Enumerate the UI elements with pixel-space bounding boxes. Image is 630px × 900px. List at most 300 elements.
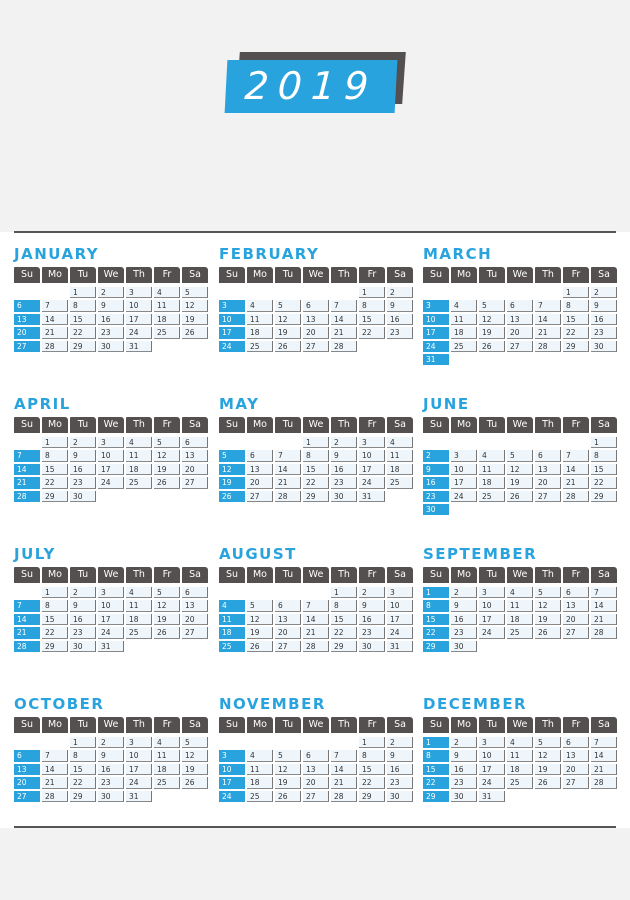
day-cell[interactable]: 15 — [70, 314, 96, 325]
day-cell[interactable]: 12 — [182, 750, 208, 761]
day-cell[interactable]: 26 — [182, 327, 208, 338]
day-cell[interactable]: 30 — [387, 791, 413, 802]
day-cell[interactable]: 9 — [451, 600, 477, 611]
day-cell[interactable]: 11 — [247, 764, 273, 775]
day-cell[interactable]: 22 — [42, 477, 68, 488]
day-cell[interactable]: 23 — [451, 777, 477, 788]
day-cell[interactable]: 3 — [387, 587, 413, 598]
day-cell[interactable]: 26 — [275, 791, 301, 802]
day-cell[interactable]: 23 — [70, 627, 96, 638]
day-cell[interactable]: 5 — [275, 750, 301, 761]
day-cell[interactable]: 30 — [70, 491, 96, 502]
day-cell[interactable]: 6 — [303, 750, 329, 761]
day-cell[interactable]: 16 — [387, 314, 413, 325]
day-cell[interactable]: 14 — [331, 764, 357, 775]
day-cell[interactable]: 8 — [423, 600, 449, 611]
day-cell[interactable]: 4 — [387, 437, 413, 448]
day-cell[interactable]: 10 — [219, 764, 245, 775]
day-cell[interactable]: 11 — [154, 300, 180, 311]
day-cell[interactable]: 3 — [359, 437, 385, 448]
day-cell[interactable]: 5 — [479, 300, 505, 311]
day-cell[interactable]: 11 — [507, 600, 533, 611]
day-cell[interactable]: 19 — [479, 327, 505, 338]
day-cell[interactable]: 22 — [70, 777, 96, 788]
day-cell[interactable]: 29 — [42, 491, 68, 502]
day-cell[interactable]: 3 — [98, 587, 124, 598]
day-cell[interactable]: 5 — [154, 587, 180, 598]
day-cell[interactable]: 17 — [423, 327, 449, 338]
day-cell[interactable]: 2 — [451, 737, 477, 748]
day-cell[interactable]: 16 — [451, 764, 477, 775]
day-cell[interactable]: 25 — [126, 627, 152, 638]
day-cell[interactable]: 10 — [479, 600, 505, 611]
day-cell[interactable]: 2 — [591, 287, 617, 298]
day-cell[interactable]: 28 — [42, 341, 68, 352]
day-cell[interactable]: 7 — [591, 737, 617, 748]
day-cell[interactable]: 6 — [182, 437, 208, 448]
day-cell[interactable]: 23 — [359, 627, 385, 638]
day-cell[interactable]: 8 — [70, 300, 96, 311]
day-cell[interactable]: 9 — [98, 300, 124, 311]
day-cell[interactable]: 19 — [275, 327, 301, 338]
day-cell[interactable]: 24 — [423, 341, 449, 352]
day-cell[interactable]: 2 — [387, 737, 413, 748]
day-cell[interactable]: 23 — [331, 477, 357, 488]
day-cell[interactable]: 18 — [126, 464, 152, 475]
day-cell[interactable]: 16 — [423, 477, 449, 488]
day-cell[interactable]: 31 — [423, 354, 449, 365]
day-cell[interactable]: 13 — [14, 314, 40, 325]
day-cell[interactable]: 8 — [303, 450, 329, 461]
day-cell[interactable]: 28 — [591, 777, 617, 788]
day-cell[interactable]: 2 — [359, 587, 385, 598]
day-cell[interactable]: 7 — [563, 450, 589, 461]
day-cell[interactable]: 20 — [182, 464, 208, 475]
day-cell[interactable]: 29 — [359, 791, 385, 802]
day-cell[interactable]: 20 — [247, 477, 273, 488]
day-cell[interactable]: 30 — [359, 641, 385, 652]
day-cell[interactable]: 29 — [70, 341, 96, 352]
day-cell[interactable]: 12 — [507, 464, 533, 475]
day-cell[interactable]: 5 — [275, 300, 301, 311]
day-cell[interactable]: 29 — [303, 491, 329, 502]
day-cell[interactable]: 25 — [154, 777, 180, 788]
day-cell[interactable]: 14 — [591, 600, 617, 611]
day-cell[interactable]: 31 — [126, 341, 152, 352]
day-cell[interactable]: 11 — [387, 450, 413, 461]
day-cell[interactable]: 3 — [126, 287, 152, 298]
day-cell[interactable]: 15 — [331, 614, 357, 625]
day-cell[interactable]: 14 — [42, 764, 68, 775]
day-cell[interactable]: 24 — [219, 791, 245, 802]
day-cell[interactable]: 10 — [126, 750, 152, 761]
day-cell[interactable]: 15 — [563, 314, 589, 325]
day-cell[interactable]: 9 — [359, 600, 385, 611]
day-cell[interactable]: 19 — [275, 777, 301, 788]
day-cell[interactable]: 25 — [451, 341, 477, 352]
day-cell[interactable]: 12 — [479, 314, 505, 325]
day-cell[interactable]: 1 — [359, 737, 385, 748]
day-cell[interactable]: 1 — [591, 437, 617, 448]
day-cell[interactable]: 28 — [275, 491, 301, 502]
day-cell[interactable]: 27 — [14, 341, 40, 352]
day-cell[interactable]: 20 — [14, 777, 40, 788]
day-cell[interactable]: 7 — [331, 750, 357, 761]
day-cell[interactable]: 16 — [98, 764, 124, 775]
day-cell[interactable]: 22 — [591, 477, 617, 488]
day-cell[interactable]: 4 — [154, 287, 180, 298]
day-cell[interactable]: 4 — [219, 600, 245, 611]
day-cell[interactable]: 17 — [98, 464, 124, 475]
day-cell[interactable]: 26 — [247, 641, 273, 652]
day-cell[interactable]: 16 — [70, 464, 96, 475]
day-cell[interactable]: 26 — [219, 491, 245, 502]
day-cell[interactable]: 30 — [591, 341, 617, 352]
day-cell[interactable]: 3 — [479, 737, 505, 748]
day-cell[interactable]: 4 — [507, 737, 533, 748]
day-cell[interactable]: 13 — [14, 764, 40, 775]
day-cell[interactable]: 29 — [423, 791, 449, 802]
day-cell[interactable]: 25 — [247, 791, 273, 802]
day-cell[interactable]: 19 — [154, 464, 180, 475]
day-cell[interactable]: 10 — [359, 450, 385, 461]
day-cell[interactable]: 14 — [42, 314, 68, 325]
day-cell[interactable]: 5 — [247, 600, 273, 611]
day-cell[interactable]: 22 — [423, 627, 449, 638]
day-cell[interactable]: 18 — [219, 627, 245, 638]
day-cell[interactable]: 15 — [303, 464, 329, 475]
day-cell[interactable]: 8 — [563, 300, 589, 311]
day-cell[interactable]: 16 — [591, 314, 617, 325]
day-cell[interactable]: 20 — [303, 327, 329, 338]
day-cell[interactable]: 28 — [42, 791, 68, 802]
day-cell[interactable]: 10 — [479, 750, 505, 761]
day-cell[interactable]: 11 — [479, 464, 505, 475]
day-cell[interactable]: 16 — [451, 614, 477, 625]
day-cell[interactable]: 27 — [303, 341, 329, 352]
day-cell[interactable]: 27 — [303, 791, 329, 802]
day-cell[interactable]: 7 — [591, 587, 617, 598]
day-cell[interactable]: 20 — [303, 777, 329, 788]
day-cell[interactable]: 13 — [303, 764, 329, 775]
day-cell[interactable]: 17 — [479, 614, 505, 625]
day-cell[interactable]: 8 — [42, 450, 68, 461]
day-cell[interactable]: 3 — [219, 300, 245, 311]
day-cell[interactable]: 26 — [154, 477, 180, 488]
day-cell[interactable]: 16 — [331, 464, 357, 475]
day-cell[interactable]: 17 — [219, 777, 245, 788]
day-cell[interactable]: 21 — [331, 327, 357, 338]
day-cell[interactable]: 11 — [126, 600, 152, 611]
day-cell[interactable]: 28 — [563, 491, 589, 502]
day-cell[interactable]: 21 — [331, 777, 357, 788]
day-cell[interactable]: 20 — [14, 327, 40, 338]
day-cell[interactable]: 17 — [359, 464, 385, 475]
day-cell[interactable]: 15 — [423, 614, 449, 625]
day-cell[interactable]: 19 — [182, 764, 208, 775]
day-cell[interactable]: 4 — [479, 450, 505, 461]
day-cell[interactable]: 27 — [507, 341, 533, 352]
day-cell[interactable]: 22 — [42, 627, 68, 638]
day-cell[interactable]: 9 — [70, 450, 96, 461]
day-cell[interactable]: 15 — [591, 464, 617, 475]
day-cell[interactable]: 24 — [98, 477, 124, 488]
day-cell[interactable]: 1 — [70, 737, 96, 748]
day-cell[interactable]: 14 — [331, 314, 357, 325]
day-cell[interactable]: 28 — [331, 341, 357, 352]
day-cell[interactable]: 7 — [535, 300, 561, 311]
day-cell[interactable]: 21 — [535, 327, 561, 338]
day-cell[interactable]: 8 — [359, 750, 385, 761]
day-cell[interactable]: 16 — [70, 614, 96, 625]
day-cell[interactable]: 9 — [591, 300, 617, 311]
day-cell[interactable]: 24 — [126, 777, 152, 788]
day-cell[interactable]: 1 — [563, 287, 589, 298]
day-cell[interactable]: 24 — [479, 777, 505, 788]
day-cell[interactable]: 20 — [535, 477, 561, 488]
day-cell[interactable]: 6 — [14, 750, 40, 761]
day-cell[interactable]: 31 — [98, 641, 124, 652]
day-cell[interactable]: 14 — [303, 614, 329, 625]
day-cell[interactable]: 20 — [507, 327, 533, 338]
day-cell[interactable]: 6 — [14, 300, 40, 311]
day-cell[interactable]: 27 — [275, 641, 301, 652]
day-cell[interactable]: 18 — [154, 314, 180, 325]
day-cell[interactable]: 23 — [98, 327, 124, 338]
day-cell[interactable]: 4 — [507, 587, 533, 598]
day-cell[interactable]: 30 — [423, 504, 449, 515]
day-cell[interactable]: 3 — [98, 437, 124, 448]
day-cell[interactable]: 11 — [219, 614, 245, 625]
day-cell[interactable]: 27 — [14, 791, 40, 802]
day-cell[interactable]: 12 — [154, 600, 180, 611]
day-cell[interactable]: 22 — [303, 477, 329, 488]
day-cell[interactable]: 27 — [182, 477, 208, 488]
day-cell[interactable]: 13 — [507, 314, 533, 325]
day-cell[interactable]: 17 — [126, 764, 152, 775]
day-cell[interactable]: 23 — [387, 327, 413, 338]
day-cell[interactable]: 21 — [563, 477, 589, 488]
day-cell[interactable]: 13 — [563, 600, 589, 611]
day-cell[interactable]: 13 — [182, 450, 208, 461]
day-cell[interactable]: 12 — [219, 464, 245, 475]
day-cell[interactable]: 6 — [303, 300, 329, 311]
day-cell[interactable]: 27 — [182, 627, 208, 638]
day-cell[interactable]: 6 — [563, 587, 589, 598]
day-cell[interactable]: 17 — [387, 614, 413, 625]
day-cell[interactable]: 31 — [359, 491, 385, 502]
day-cell[interactable]: 12 — [275, 764, 301, 775]
day-cell[interactable]: 19 — [182, 314, 208, 325]
day-cell[interactable]: 18 — [451, 327, 477, 338]
day-cell[interactable]: 27 — [535, 491, 561, 502]
day-cell[interactable]: 5 — [154, 437, 180, 448]
day-cell[interactable]: 24 — [98, 627, 124, 638]
day-cell[interactable]: 20 — [182, 614, 208, 625]
day-cell[interactable]: 14 — [275, 464, 301, 475]
day-cell[interactable]: 26 — [182, 777, 208, 788]
day-cell[interactable]: 2 — [70, 587, 96, 598]
day-cell[interactable]: 1 — [42, 437, 68, 448]
day-cell[interactable]: 5 — [535, 737, 561, 748]
day-cell[interactable]: 29 — [42, 641, 68, 652]
day-cell[interactable]: 11 — [247, 314, 273, 325]
day-cell[interactable]: 18 — [126, 614, 152, 625]
day-cell[interactable]: 12 — [275, 314, 301, 325]
day-cell[interactable]: 1 — [423, 737, 449, 748]
day-cell[interactable]: 18 — [387, 464, 413, 475]
day-cell[interactable]: 24 — [387, 627, 413, 638]
day-cell[interactable]: 1 — [303, 437, 329, 448]
day-cell[interactable]: 2 — [331, 437, 357, 448]
day-cell[interactable]: 13 — [303, 314, 329, 325]
day-cell[interactable]: 19 — [507, 477, 533, 488]
day-cell[interactable]: 9 — [387, 300, 413, 311]
day-cell[interactable]: 9 — [451, 750, 477, 761]
day-cell[interactable]: 16 — [359, 614, 385, 625]
day-cell[interactable]: 30 — [70, 641, 96, 652]
day-cell[interactable]: 10 — [98, 600, 124, 611]
day-cell[interactable]: 17 — [451, 477, 477, 488]
day-cell[interactable]: 23 — [387, 777, 413, 788]
day-cell[interactable]: 12 — [535, 600, 561, 611]
day-cell[interactable]: 20 — [563, 614, 589, 625]
day-cell[interactable]: 30 — [451, 641, 477, 652]
day-cell[interactable]: 24 — [126, 327, 152, 338]
day-cell[interactable]: 7 — [14, 450, 40, 461]
day-cell[interactable]: 9 — [98, 750, 124, 761]
day-cell[interactable]: 2 — [423, 450, 449, 461]
day-cell[interactable]: 10 — [219, 314, 245, 325]
day-cell[interactable]: 23 — [70, 477, 96, 488]
day-cell[interactable]: 22 — [423, 777, 449, 788]
day-cell[interactable]: 3 — [219, 750, 245, 761]
day-cell[interactable]: 18 — [507, 614, 533, 625]
day-cell[interactable]: 2 — [387, 287, 413, 298]
day-cell[interactable]: 31 — [479, 791, 505, 802]
day-cell[interactable]: 25 — [507, 777, 533, 788]
day-cell[interactable]: 19 — [535, 764, 561, 775]
day-cell[interactable]: 21 — [42, 777, 68, 788]
day-cell[interactable]: 27 — [247, 491, 273, 502]
day-cell[interactable]: 26 — [479, 341, 505, 352]
day-cell[interactable]: 26 — [275, 341, 301, 352]
day-cell[interactable]: 10 — [98, 450, 124, 461]
day-cell[interactable]: 24 — [219, 341, 245, 352]
day-cell[interactable]: 26 — [154, 627, 180, 638]
day-cell[interactable]: 7 — [331, 300, 357, 311]
day-cell[interactable]: 17 — [98, 614, 124, 625]
day-cell[interactable]: 15 — [359, 764, 385, 775]
day-cell[interactable]: 11 — [507, 750, 533, 761]
day-cell[interactable]: 15 — [42, 464, 68, 475]
day-cell[interactable]: 21 — [14, 627, 40, 638]
day-cell[interactable]: 14 — [563, 464, 589, 475]
day-cell[interactable]: 17 — [479, 764, 505, 775]
day-cell[interactable]: 21 — [14, 477, 40, 488]
day-cell[interactable]: 7 — [42, 300, 68, 311]
day-cell[interactable]: 25 — [507, 627, 533, 638]
day-cell[interactable]: 9 — [70, 600, 96, 611]
day-cell[interactable]: 5 — [507, 450, 533, 461]
day-cell[interactable]: 5 — [182, 287, 208, 298]
day-cell[interactable]: 12 — [182, 300, 208, 311]
day-cell[interactable]: 14 — [14, 464, 40, 475]
day-cell[interactable]: 11 — [126, 450, 152, 461]
day-cell[interactable]: 1 — [70, 287, 96, 298]
day-cell[interactable]: 30 — [98, 791, 124, 802]
day-cell[interactable]: 22 — [70, 327, 96, 338]
day-cell[interactable]: 30 — [331, 491, 357, 502]
day-cell[interactable]: 16 — [98, 314, 124, 325]
day-cell[interactable]: 8 — [70, 750, 96, 761]
day-cell[interactable]: 16 — [387, 764, 413, 775]
day-cell[interactable]: 25 — [387, 477, 413, 488]
day-cell[interactable]: 28 — [14, 491, 40, 502]
day-cell[interactable]: 4 — [451, 300, 477, 311]
day-cell[interactable]: 19 — [535, 614, 561, 625]
day-cell[interactable]: 3 — [126, 737, 152, 748]
day-cell[interactable]: 19 — [247, 627, 273, 638]
day-cell[interactable]: 21 — [591, 764, 617, 775]
day-cell[interactable]: 23 — [98, 777, 124, 788]
day-cell[interactable]: 18 — [247, 777, 273, 788]
day-cell[interactable]: 3 — [451, 450, 477, 461]
day-cell[interactable]: 21 — [42, 327, 68, 338]
day-cell[interactable]: 23 — [591, 327, 617, 338]
day-cell[interactable]: 26 — [535, 777, 561, 788]
day-cell[interactable]: 4 — [126, 587, 152, 598]
day-cell[interactable]: 25 — [126, 477, 152, 488]
day-cell[interactable]: 24 — [479, 627, 505, 638]
day-cell[interactable]: 9 — [331, 450, 357, 461]
day-cell[interactable]: 24 — [359, 477, 385, 488]
day-cell[interactable]: 7 — [275, 450, 301, 461]
day-cell[interactable]: 29 — [423, 641, 449, 652]
day-cell[interactable]: 2 — [451, 587, 477, 598]
day-cell[interactable]: 22 — [359, 777, 385, 788]
day-cell[interactable]: 18 — [479, 477, 505, 488]
day-cell[interactable]: 17 — [219, 327, 245, 338]
day-cell[interactable]: 17 — [126, 314, 152, 325]
day-cell[interactable]: 28 — [303, 641, 329, 652]
day-cell[interactable]: 28 — [591, 627, 617, 638]
day-cell[interactable]: 20 — [275, 627, 301, 638]
day-cell[interactable]: 7 — [303, 600, 329, 611]
day-cell[interactable]: 3 — [479, 587, 505, 598]
day-cell[interactable]: 18 — [247, 327, 273, 338]
day-cell[interactable]: 2 — [98, 737, 124, 748]
day-cell[interactable]: 8 — [331, 600, 357, 611]
day-cell[interactable]: 3 — [423, 300, 449, 311]
day-cell[interactable]: 6 — [247, 450, 273, 461]
day-cell[interactable]: 5 — [219, 450, 245, 461]
day-cell[interactable]: 19 — [219, 477, 245, 488]
day-cell[interactable]: 26 — [507, 491, 533, 502]
day-cell[interactable]: 15 — [42, 614, 68, 625]
day-cell[interactable]: 29 — [563, 341, 589, 352]
day-cell[interactable]: 29 — [70, 791, 96, 802]
day-cell[interactable]: 29 — [331, 641, 357, 652]
day-cell[interactable]: 11 — [451, 314, 477, 325]
day-cell[interactable]: 30 — [451, 791, 477, 802]
day-cell[interactable]: 14 — [591, 750, 617, 761]
day-cell[interactable]: 14 — [535, 314, 561, 325]
day-cell[interactable]: 21 — [275, 477, 301, 488]
day-cell[interactable]: 25 — [154, 327, 180, 338]
day-cell[interactable]: 2 — [70, 437, 96, 448]
day-cell[interactable]: 11 — [154, 750, 180, 761]
